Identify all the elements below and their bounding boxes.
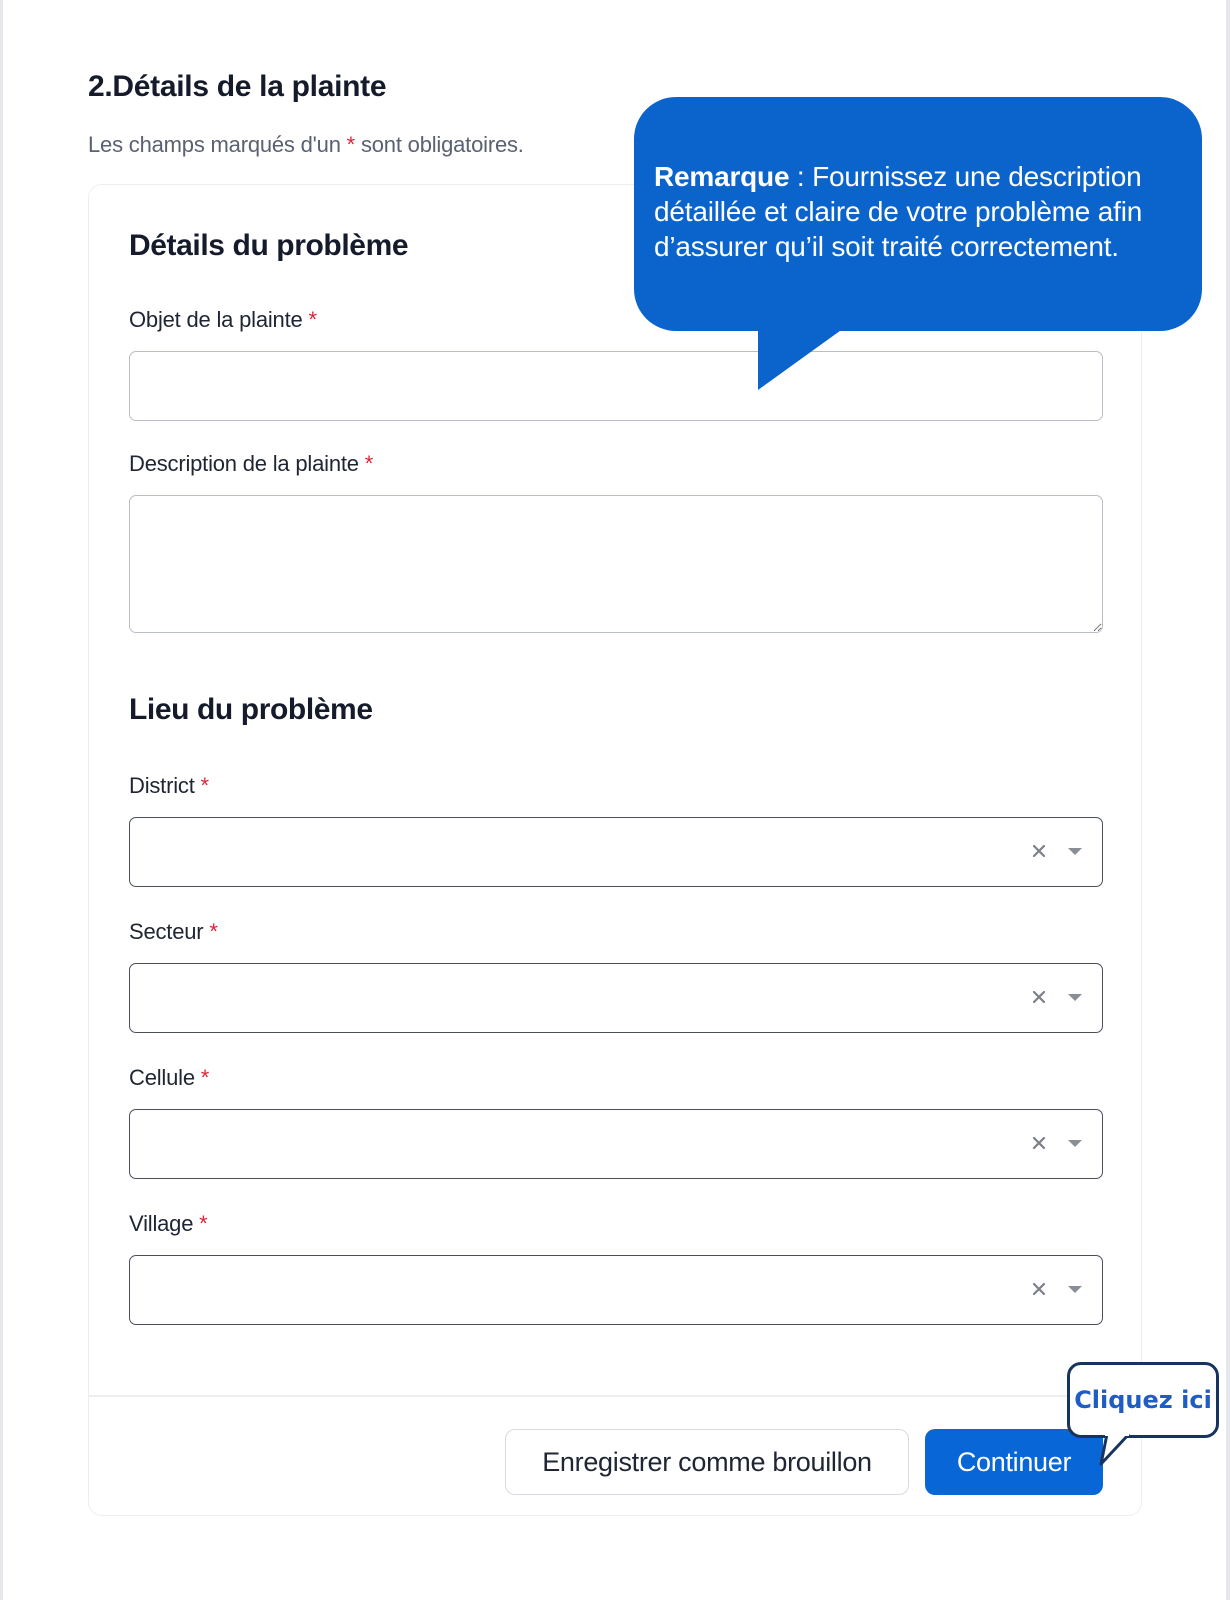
description-textarea[interactable] xyxy=(129,495,1103,633)
chevron-down-icon[interactable] xyxy=(1062,984,1088,1010)
required-asterisk: * xyxy=(364,451,374,476)
close-icon[interactable] xyxy=(1026,984,1052,1010)
cell-label xyxy=(129,1065,209,1091)
problem-details-title: Détails du problème xyxy=(129,229,409,262)
click-here-callout-tail xyxy=(1099,1432,1139,1466)
close-icon[interactable] xyxy=(1026,838,1052,864)
chevron-down-icon[interactable] xyxy=(1062,1130,1088,1156)
cell-label-text: Cellule xyxy=(129,1065,195,1090)
village-select[interactable] xyxy=(129,1255,1103,1325)
close-icon[interactable] xyxy=(1026,1276,1052,1302)
district-label-text: District xyxy=(129,773,195,798)
section-title: 2.Détails de la plainte xyxy=(88,70,387,103)
cell-select[interactable] xyxy=(129,1109,1103,1179)
subject-input[interactable] xyxy=(129,351,1103,421)
chevron-down-icon[interactable] xyxy=(1062,1276,1088,1302)
note-callout-tail xyxy=(758,328,844,390)
footer-divider xyxy=(89,1395,1141,1397)
click-here-text: Cliquez ici xyxy=(1074,1386,1212,1414)
note-callout-text: : Fournissez une description détaillée et claire de votre problème afin d’assurer qu’il soit traité correctement. xyxy=(654,161,1143,262)
click-here-callout xyxy=(1067,1362,1219,1438)
note-callout xyxy=(634,97,1202,331)
required-asterisk: * xyxy=(209,919,218,944)
continue-button[interactable]: Continuer xyxy=(925,1429,1103,1495)
required-note-text: Les champs marqués d'un xyxy=(88,132,341,157)
required-asterisk: * xyxy=(346,132,356,157)
complaint-form-card xyxy=(88,184,1142,1516)
district-select[interactable] xyxy=(129,817,1103,887)
note-callout-strong: Remarque xyxy=(654,161,790,192)
subject-label xyxy=(129,307,317,333)
description-label xyxy=(129,451,373,477)
sector-select[interactable] xyxy=(129,963,1103,1033)
village-label-text: Village xyxy=(129,1211,194,1236)
required-asterisk: * xyxy=(308,307,317,332)
required-asterisk: * xyxy=(200,773,209,798)
save-draft-button[interactable]: Enregistrer comme brouillon xyxy=(505,1429,909,1495)
district-label xyxy=(129,773,209,799)
description-label-text: Description de la plainte xyxy=(129,451,359,476)
page-left-edge xyxy=(0,0,3,1600)
required-note-text-end: sont obligatoires. xyxy=(360,132,524,157)
required-fields-note xyxy=(88,132,524,158)
sector-label xyxy=(129,919,218,945)
close-icon[interactable] xyxy=(1026,1130,1052,1156)
required-asterisk: * xyxy=(200,1065,210,1090)
chevron-down-icon[interactable] xyxy=(1062,838,1088,864)
location-title: Lieu du problème xyxy=(129,693,373,726)
sector-label-text: Secteur xyxy=(129,919,204,944)
village-label xyxy=(129,1211,208,1237)
required-asterisk: * xyxy=(199,1211,208,1236)
subject-label-text: Objet de la plainte xyxy=(129,307,303,332)
page-right-edge xyxy=(1226,0,1230,1600)
